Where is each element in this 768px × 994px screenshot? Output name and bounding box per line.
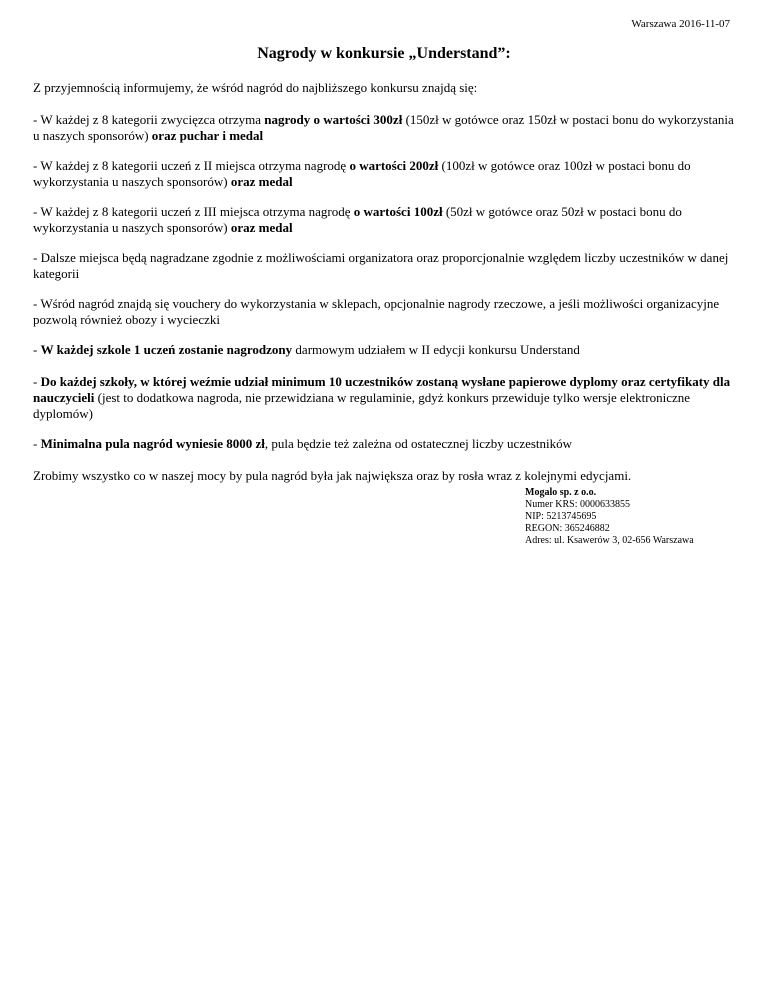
prize-item-vouchers <box>33 296 738 328</box>
prize-text: (150zł w gotówce oraz 150zł w postaci bonu do wykorzystania u naszych sponsorów) <box>33 112 734 143</box>
prize-item-third-place <box>33 204 738 236</box>
company-address: Adres: ul. Ksawerów 3, 02-656 Warszawa <box>525 535 694 546</box>
prize-highlight: oraz medal <box>230 220 293 235</box>
prize-item-first-place <box>33 112 738 144</box>
closing-paragraph: Zrobimy wszystko co w naszej mocy by pula nagród była jak największa oraz by rosła wraz z kolejnymi edycjami. <box>33 468 632 483</box>
prize-highlight: nagrody o wartości 300zł <box>264 112 403 127</box>
prize-highlight: W każdej szkole 1 uczeń zostanie nagrodzony <box>40 342 293 357</box>
prize-item-minimum-pool <box>33 436 738 452</box>
company-info <box>525 487 694 547</box>
prize-highlight: oraz medal <box>230 174 293 189</box>
document-title: Nagrody w konkursie „Understand”: <box>257 45 511 62</box>
prize-item-second-place <box>33 158 738 190</box>
prize-highlight: Do każdej szkoły, w której weźmie udział minimum 10 uczestników zostaną wysłane papierowe dyplomy oraz certyfikaty dla nauczycieli <box>33 374 731 405</box>
prize-highlight: Minimalna pula nagród wyniesie 8000 zł <box>40 436 265 451</box>
intro-paragraph: Z przyjemnością informujemy, że wśród nagród do najbliższego konkursu znajdą się: <box>33 80 478 95</box>
prize-text: - <box>33 374 41 389</box>
prize-text: - W każdej z 8 kategorii uczeń z II miejsca otrzyma nagrodę <box>33 158 350 173</box>
prize-text: (50zł w gotówce oraz 50zł w postaci bonu do wykorzystania u naszych sponsorów) <box>33 204 682 235</box>
prize-text: - W każdej z 8 kategorii zwycięzca otrzyma <box>33 112 265 127</box>
prize-text: - Wśród nagród znajdą się vouchery do wykorzystania w sklepach, opcjonalnie nagrody rzeczowe, a jeśli możliwości organizacyjne pozwolą również obozy i wycieczki <box>33 296 720 327</box>
prize-item-further-places <box>33 250 738 282</box>
prize-item-diplomas <box>33 374 738 422</box>
company-regon: REGON: 365246882 <box>525 523 610 534</box>
document-date: Warszawa 2016-11-07 <box>631 18 730 30</box>
company-name: Mogalo sp. z o.o. <box>525 487 597 498</box>
prize-highlight: oraz puchar i medal <box>151 128 264 143</box>
prize-text: - <box>33 436 41 451</box>
prize-highlight: o wartości 100zł <box>353 204 443 219</box>
prize-text: (100zł w gotówce oraz 100zł w postaci bonu do wykorzystania u naszych sponsorów) <box>33 158 691 189</box>
document-body <box>33 80 738 498</box>
prize-text: - <box>33 342 41 357</box>
prize-text: , pula będzie też zależna od ostatecznej liczby uczestników <box>264 436 573 451</box>
prize-text: - Dalsze miejsca będą nagradzane zgodnie z możliwościami organizatora oraz proporcjonalnie względem liczby uczestników w danej kategorii <box>33 250 729 281</box>
prize-item-school-winner <box>33 342 738 358</box>
prize-text: - W każdej z 8 kategorii uczeń z III miejsca otrzyma nagrodę <box>33 204 354 219</box>
prize-text: darmowym udziałem w II edycji konkursu Understand <box>292 342 580 357</box>
prize-highlight: o wartości 200zł <box>349 158 439 173</box>
company-nip: NIP: 5213745695 <box>525 511 597 522</box>
prize-text: (jest to dodatkowa nagroda, nie przewidziana w regulaminie, gdyż konkurs przewiduje tylko wersje elektroniczne dyplomów) <box>33 390 691 421</box>
company-krs: Numer KRS: 0000633855 <box>525 499 630 510</box>
